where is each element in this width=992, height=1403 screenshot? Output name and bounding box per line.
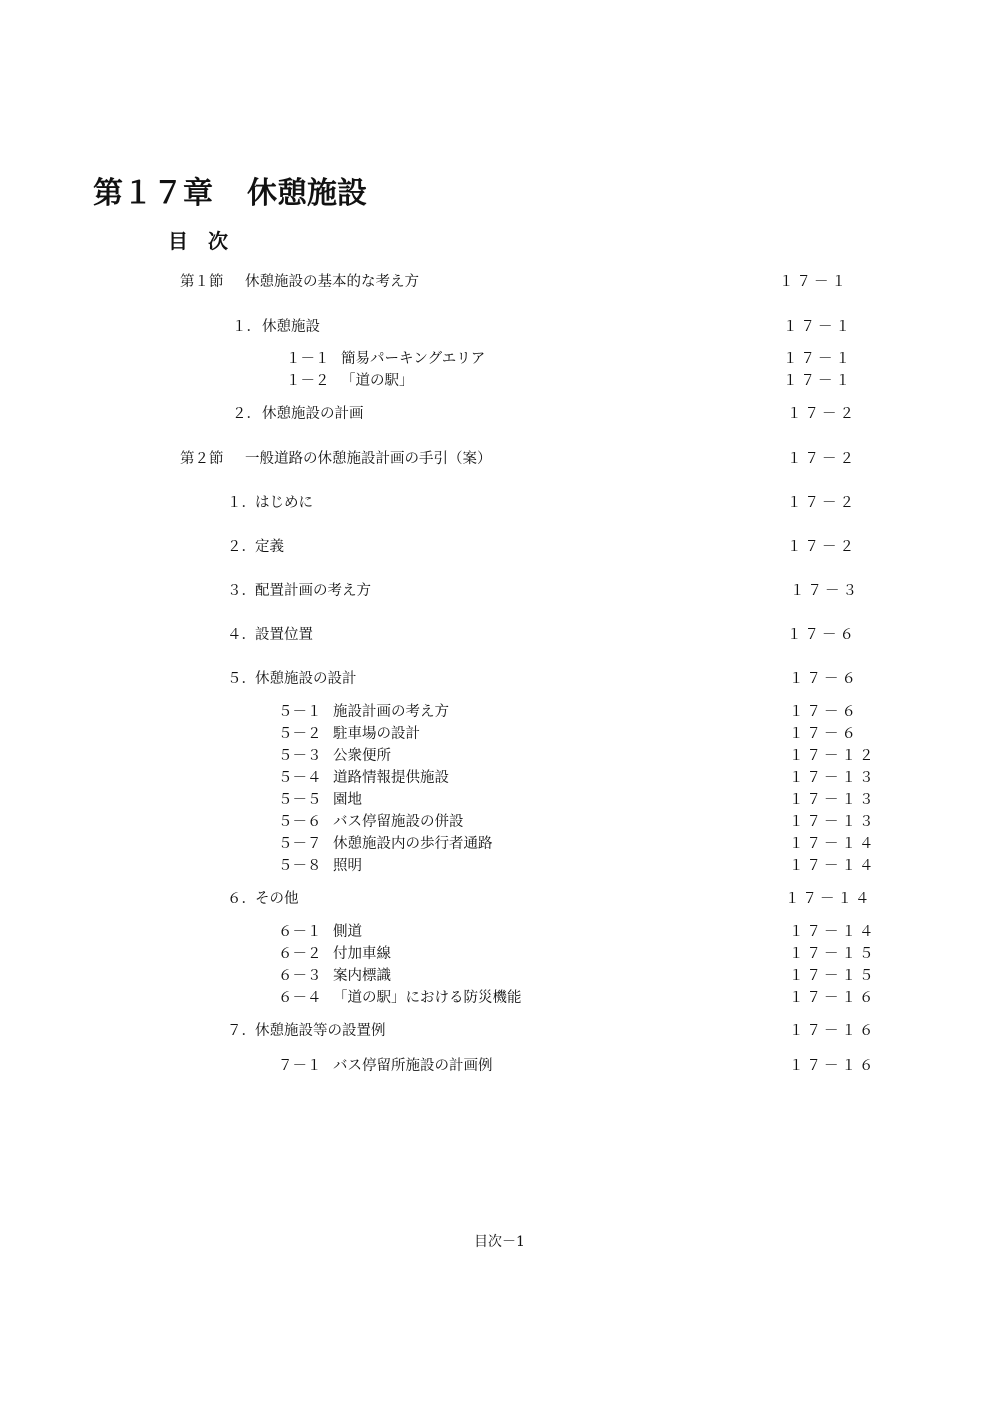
- toc-entry-number: １．: [227, 495, 256, 511]
- toc-entry: [278, 833, 877, 855]
- toc-entry-title: バス停留所施設の計画例: [333, 1058, 493, 1074]
- toc-entry-title: 一般道路の休憩施設計画の手引（案）: [245, 451, 492, 467]
- toc-entry: [278, 855, 877, 877]
- toc-entry-number: ５－７: [278, 836, 322, 852]
- toc-entry: [227, 536, 867, 558]
- toc-entry-page: １７－６: [789, 671, 859, 687]
- toc-entry-number: ６．: [227, 891, 256, 907]
- toc-entry-page: １７－６: [787, 627, 857, 643]
- toc-entry-title: 駐車場の設計: [333, 726, 420, 742]
- toc-entry-page: １７－１４: [789, 858, 877, 874]
- toc-entry: [278, 767, 877, 789]
- toc-entry-title: 「道の駅」における防災機能: [333, 990, 522, 1006]
- toc-entry-title: 施設計画の考え方: [333, 704, 449, 720]
- toc-entry: [180, 448, 867, 470]
- toc-entry-page: １７－１６: [789, 1023, 877, 1039]
- toc-entry-number: 第２節: [180, 451, 224, 467]
- toc-entry-title: 休憩施設の設計: [255, 671, 357, 687]
- toc-entry-title: 案内標識: [333, 968, 391, 984]
- toc-entry: [232, 316, 863, 338]
- toc-entry-number: ５－１: [278, 704, 322, 720]
- toc-entry-number: ５－２: [278, 726, 322, 742]
- toc-entry-page: １７－１４: [789, 924, 877, 940]
- toc-entry-title: 公衆便所: [333, 748, 391, 764]
- toc-entry-number: １－２: [286, 373, 330, 389]
- toc-entry-page: １７－１３: [789, 770, 877, 786]
- toc-entry: [227, 580, 870, 602]
- toc-entry-title: 側道: [333, 924, 362, 940]
- toc-entry-page: １７－６: [789, 704, 859, 720]
- toc-entry-page: １７－１４: [785, 891, 873, 907]
- chapter-title: [93, 176, 367, 212]
- toc-entry: [278, 745, 877, 767]
- page-footer: 目次－1: [474, 1234, 525, 1250]
- toc-entry-title: その他: [255, 891, 299, 907]
- toc-entry-page: １７－１: [783, 373, 853, 389]
- toc-entry-number: ６－１: [278, 924, 322, 940]
- toc-entry-title: はじめに: [255, 495, 313, 511]
- toc-entry-title: 設置位置: [255, 627, 313, 643]
- toc-heading: 目 次: [168, 229, 228, 253]
- toc-entry-page: １７－１: [779, 274, 849, 290]
- toc-entry: [227, 492, 867, 514]
- toc-entry: [227, 668, 869, 690]
- toc-entry-number: ５．: [227, 671, 256, 687]
- toc-entry: [278, 965, 877, 987]
- toc-entry-page: １７－２: [787, 539, 857, 555]
- toc-entry-number: ２．: [227, 539, 256, 555]
- toc-entry-page: １７－１５: [789, 946, 877, 962]
- toc-entry-title: 休憩施設の計画: [262, 406, 364, 422]
- toc-entry-page: １７－６: [789, 726, 859, 742]
- toc-entry: [278, 789, 877, 811]
- toc-entry-number: ６－４: [278, 990, 322, 1006]
- toc-entry: [286, 348, 863, 370]
- toc-entry-number: ５－６: [278, 814, 322, 830]
- toc-entry-title: 定義: [255, 539, 284, 555]
- toc-entry: [278, 701, 869, 723]
- toc-entry-title: 休憩施設等の設置例: [255, 1023, 386, 1039]
- toc-entry: [286, 370, 863, 392]
- toc-entry-number: 第１節: [180, 274, 224, 290]
- toc-entry-title: 道路情報提供施設: [333, 770, 449, 786]
- toc-entry-page: １７－３: [790, 583, 860, 599]
- toc-entry: [232, 403, 867, 425]
- toc-entry-page: １７－１３: [789, 792, 877, 808]
- toc-entry-title: 付加車線: [333, 946, 391, 962]
- chapter-number: 第１７章: [93, 176, 213, 211]
- toc-entry-title: 休憩施設の基本的な考え方: [245, 274, 419, 290]
- toc-entry-number: ４．: [227, 627, 256, 643]
- toc-entry-title: 休憩施設: [262, 319, 320, 335]
- toc-entry-page: １７－２: [787, 451, 857, 467]
- toc-entry: [278, 921, 877, 943]
- toc-entry-title: 休憩施設内の歩行者通路: [333, 836, 493, 852]
- toc-entry: [180, 271, 859, 293]
- toc-entry-page: １７－１６: [789, 1058, 877, 1074]
- toc-entry: [278, 1055, 877, 1077]
- toc-entry-number: ５－８: [278, 858, 322, 874]
- toc-entry-number: １－１: [286, 351, 330, 367]
- toc-entry-number: ５－３: [278, 748, 322, 764]
- toc-entry-number: ６－３: [278, 968, 322, 984]
- toc-entry-page: １７－１５: [789, 968, 877, 984]
- toc-entry-number: ３．: [227, 583, 256, 599]
- toc-entry-page: １７－１２: [789, 748, 877, 764]
- chapter-name: 休憩施設: [247, 176, 367, 211]
- toc-entry: [278, 723, 869, 745]
- toc-entry-title: 園地: [333, 792, 362, 808]
- toc-entry-page: １７－１: [783, 319, 853, 335]
- toc-entry: [278, 811, 877, 833]
- toc-entry: [278, 987, 877, 1009]
- toc-entry-number: ５－４: [278, 770, 322, 786]
- toc-entry: [227, 1020, 877, 1042]
- toc-entry-title: 配置計画の考え方: [255, 583, 371, 599]
- toc-entry-number: ６－２: [278, 946, 322, 962]
- toc-entry-page: １７－１４: [789, 836, 877, 852]
- toc-entry-page: １７－１６: [789, 990, 877, 1006]
- toc-entry-page: １７－１: [783, 351, 853, 367]
- toc-entry-page: １７－２: [787, 406, 857, 422]
- toc-entry-page: １７－１３: [789, 814, 877, 830]
- toc-entry-title: 「道の駅」: [341, 373, 414, 389]
- toc-entry-title: 照明: [333, 858, 362, 874]
- toc-entry-page: １７－２: [787, 495, 857, 511]
- toc-entry-number: ２．: [232, 406, 261, 422]
- toc-entry: [278, 943, 877, 965]
- toc-entry: [227, 624, 867, 646]
- toc-entry-title: 簡易パーキングエリア: [341, 351, 486, 367]
- toc-entry-number: １．: [232, 319, 261, 335]
- toc-entry: [227, 888, 873, 910]
- toc-entry-number: ７．: [227, 1023, 256, 1039]
- toc-entry-title: バス停留施設の併設: [333, 814, 464, 830]
- toc-entry-number: ５－５: [278, 792, 322, 808]
- toc-entry-number: ７－１: [278, 1058, 322, 1074]
